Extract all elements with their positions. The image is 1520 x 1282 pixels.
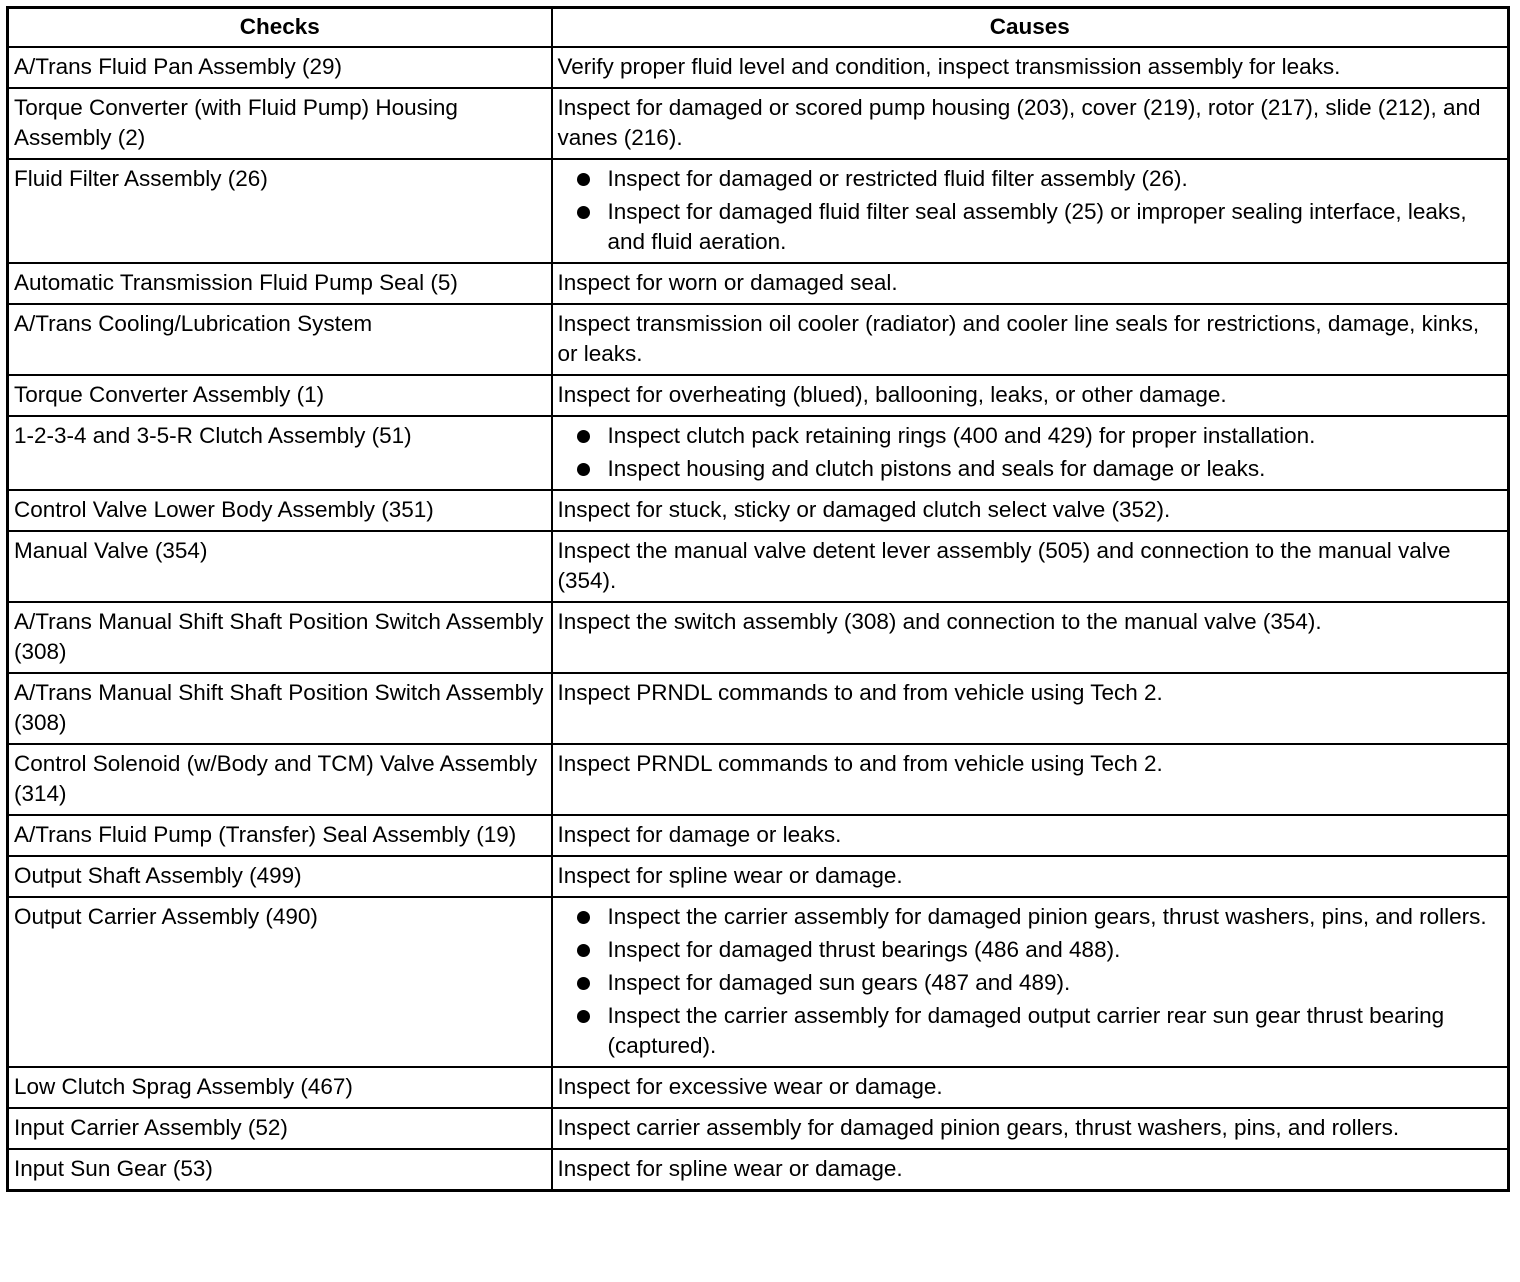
bullet-icon <box>577 430 590 443</box>
check-cell: A/Trans Cooling/Lubrication System <box>8 304 552 375</box>
bullet-icon <box>577 911 590 924</box>
cause-bullet-text: Inspect clutch pack retaining rings (400 and 429) for proper installation. <box>607 423 1316 448</box>
check-cell: Fluid Filter Assembly (26) <box>8 159 552 263</box>
table-row <box>8 1067 1509 1108</box>
cause-bullet-item <box>558 197 1504 257</box>
table-row <box>8 304 1509 375</box>
cause-cell: Inspect the manual valve detent lever assembly (505) and connection to the manual valve (354). <box>552 531 1509 602</box>
cause-bullet-item <box>558 164 1504 194</box>
table-row <box>8 602 1509 673</box>
cause-cell <box>552 159 1509 263</box>
table-row <box>8 416 1509 490</box>
check-cell: Automatic Transmission Fluid Pump Seal (5) <box>8 263 552 304</box>
table-row <box>8 88 1509 159</box>
cause-cell: Inspect for damage or leaks. <box>552 815 1509 856</box>
cause-bullet-item <box>558 454 1504 484</box>
table-row <box>8 490 1509 531</box>
table-row <box>8 375 1509 416</box>
cause-bullet-text: Inspect the carrier assembly for damaged pinion gears, thrust washers, pins, and rollers. <box>607 904 1487 929</box>
table-row <box>8 744 1509 815</box>
table-row <box>8 263 1509 304</box>
header-causes: Causes <box>552 8 1509 48</box>
cause-bullet-text: Inspect for damaged sun gears (487 and 489). <box>607 970 1071 995</box>
check-cell: Torque Converter (with Fluid Pump) Housing Assembly (2) <box>8 88 552 159</box>
table-row <box>8 1149 1509 1191</box>
cause-bullet-text: Inspect for damaged thrust bearings (486 and 488). <box>607 937 1121 962</box>
check-cell: Torque Converter Assembly (1) <box>8 375 552 416</box>
check-cell: Output Carrier Assembly (490) <box>8 897 552 1067</box>
cause-cell: Inspect the switch assembly (308) and connection to the manual valve (354). <box>552 602 1509 673</box>
cause-cell: Inspect transmission oil cooler (radiator) and cooler line seals for restrictions, damage, kinks, or leaks. <box>552 304 1509 375</box>
table-row <box>8 159 1509 263</box>
cause-bullet-item <box>558 968 1504 998</box>
cause-cell: Inspect for spline wear or damage. <box>552 1149 1509 1191</box>
table-row <box>8 673 1509 744</box>
check-cell: Output Shaft Assembly (499) <box>8 856 552 897</box>
cause-bullet-list <box>558 164 1504 257</box>
check-cell: Input Carrier Assembly (52) <box>8 1108 552 1149</box>
check-cell: Input Sun Gear (53) <box>8 1149 552 1191</box>
check-cell: Low Clutch Sprag Assembly (467) <box>8 1067 552 1108</box>
check-cell: A/Trans Manual Shift Shaft Position Switch Assembly (308) <box>8 673 552 744</box>
bullet-icon <box>577 944 590 957</box>
cause-cell <box>552 897 1509 1067</box>
check-cell: A/Trans Fluid Pump (Transfer) Seal Assembly (19) <box>8 815 552 856</box>
cause-bullet-item <box>558 1001 1504 1061</box>
cause-bullet-text: Inspect housing and clutch pistons and seals for damage or leaks. <box>607 456 1266 481</box>
cause-bullet-list <box>558 902 1504 1061</box>
check-cell: A/Trans Fluid Pan Assembly (29) <box>8 47 552 88</box>
check-cell: Manual Valve (354) <box>8 531 552 602</box>
cause-cell: Inspect PRNDL commands to and from vehicle using Tech 2. <box>552 744 1509 815</box>
cause-cell: Inspect PRNDL commands to and from vehicle using Tech 2. <box>552 673 1509 744</box>
diagnostic-table <box>6 6 1510 1192</box>
bullet-icon <box>577 206 590 219</box>
header-checks: Checks <box>8 8 552 48</box>
check-cell: A/Trans Manual Shift Shaft Position Switch Assembly (308) <box>8 602 552 673</box>
table-row <box>8 531 1509 602</box>
bullet-icon <box>577 173 590 186</box>
bullet-icon <box>577 977 590 990</box>
cause-bullet-item <box>558 902 1504 932</box>
cause-cell: Inspect for spline wear or damage. <box>552 856 1509 897</box>
cause-cell: Inspect carrier assembly for damaged pinion gears, thrust washers, pins, and rollers. <box>552 1108 1509 1149</box>
cause-cell: Inspect for worn or damaged seal. <box>552 263 1509 304</box>
table-row <box>8 897 1509 1067</box>
cause-cell: Inspect for damaged or scored pump housing (203), cover (219), rotor (217), slide (212), and vanes (216). <box>552 88 1509 159</box>
bullet-icon <box>577 1010 590 1023</box>
cause-bullet-text: Inspect for damaged or restricted fluid filter assembly (26). <box>607 166 1188 191</box>
check-cell: Control Solenoid (w/Body and TCM) Valve Assembly (314) <box>8 744 552 815</box>
cause-cell: Verify proper fluid level and condition, inspect transmission assembly for leaks. <box>552 47 1509 88</box>
bullet-icon <box>577 463 590 476</box>
table-row <box>8 1108 1509 1149</box>
header-row <box>8 8 1509 48</box>
cause-bullet-list <box>558 421 1504 484</box>
table-row <box>8 856 1509 897</box>
cause-cell: Inspect for overheating (blued), ballooning, leaks, or other damage. <box>552 375 1509 416</box>
check-cell: Control Valve Lower Body Assembly (351) <box>8 490 552 531</box>
cause-bullet-item <box>558 935 1504 965</box>
cause-bullet-text: Inspect the carrier assembly for damaged output carrier rear sun gear thrust bearing (captured). <box>607 1003 1445 1058</box>
cause-bullet-item <box>558 421 1504 451</box>
cause-cell: Inspect for stuck, sticky or damaged clutch select valve (352). <box>552 490 1509 531</box>
check-cell: 1-2-3-4 and 3-5-R Clutch Assembly (51) <box>8 416 552 490</box>
cause-bullet-text: Inspect for damaged fluid filter seal assembly (25) or improper sealing interface, leaks, and fluid aeration. <box>607 199 1467 254</box>
table-row <box>8 815 1509 856</box>
cause-cell: Inspect for excessive wear or damage. <box>552 1067 1509 1108</box>
table-row <box>8 47 1509 88</box>
cause-cell <box>552 416 1509 490</box>
